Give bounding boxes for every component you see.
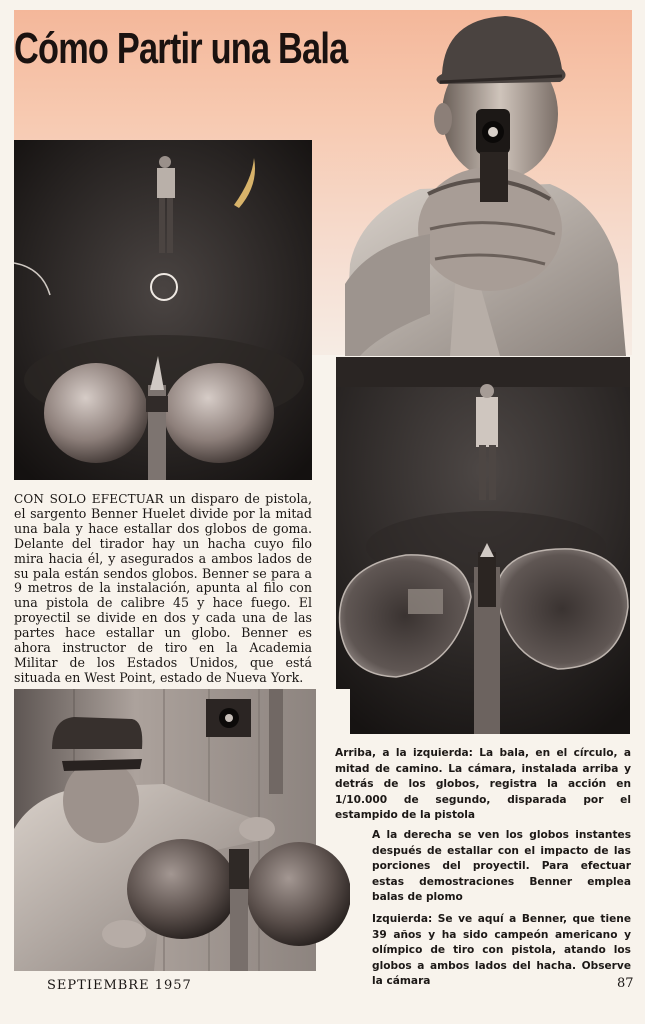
caption-izquierda: Izquierda: Se ve aquí a Benner, que tiene 39 años y ha sido campeón americano y olímpico de tiro con pistola, atando los globos a ambos lados del hacha. Observe la cámara bbox=[372, 913, 631, 988]
page-title: Cómo Partir una Bala bbox=[14, 24, 348, 73]
caption-arriba: Arriba, a la izquierda: La bala, en el círculo, a mitad de camino. La cámara, instalada arriba y detrás de los globos, registra la acción en 1/10.000 de segundo, disparada por el estampido de la pistola bbox=[335, 747, 631, 822]
issue-date: SEPTIEMBRE 1957 bbox=[47, 978, 192, 993]
photo-balloons-exploding bbox=[336, 357, 630, 734]
page-number: 87 bbox=[617, 976, 634, 991]
photo-tying-balloons bbox=[14, 689, 350, 971]
main-caption-body: un disparo de pistola, el sargento Benner Huelet divide por la mitad una bala y hace estallar dos globos de goma. Delante del tirador hay un hacha cuyo filo mira hacia él, y asegurados a ambos lados de su pala están sendos globos. Benner se para a 9 metros de la instalación, apunta al filo con una pistola de calibre 45 y hace fuego. El proyectil se divide en dos y cada una de las partes hace estallar un globo. Benner es ahora instructor de tiro en la Academia Militar de los Estados Unidos, que está situada en West Point, estado de Nueva York. bbox=[14, 491, 312, 685]
photo-shooter-aiming bbox=[340, 14, 626, 356]
photo-bullet-in-flight bbox=[14, 140, 312, 480]
caption-derecha: A la derecha se ven los globos instantes después de estallar con el impacto de las porciones del proyectil. Para efectuar estas demostraciones Benner emplea balas de plomo bbox=[372, 829, 631, 904]
main-caption-lead: CON SOLO EFECTUAR bbox=[14, 492, 164, 506]
main-caption bbox=[14, 492, 312, 686]
